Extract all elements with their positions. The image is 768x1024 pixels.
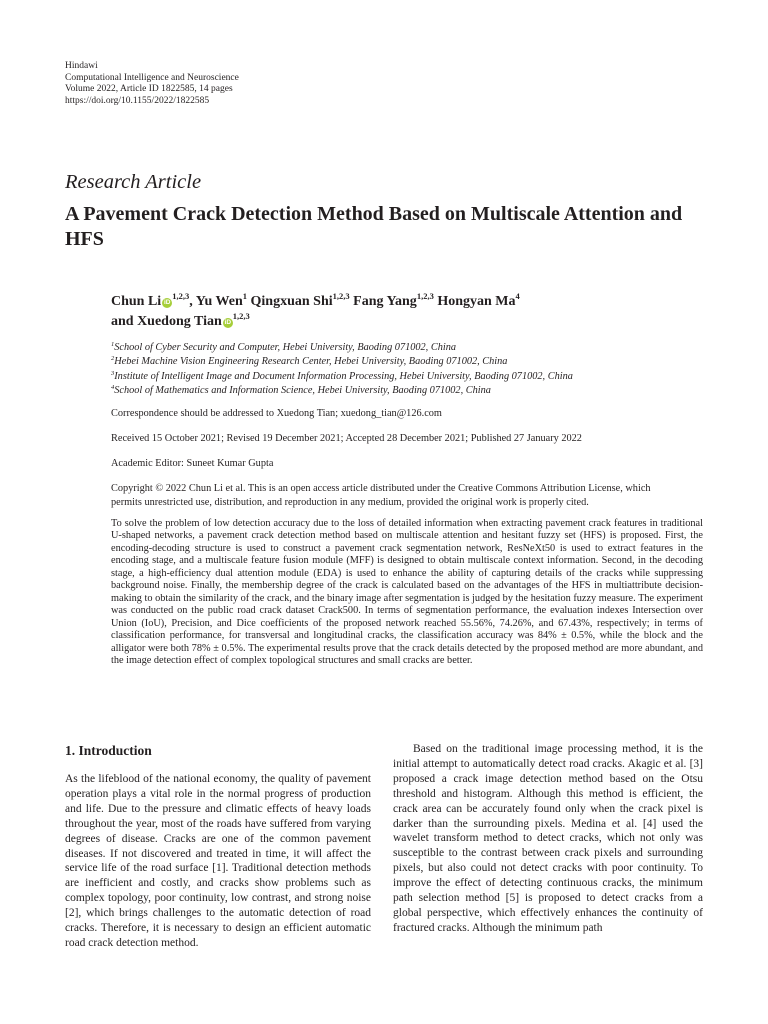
journal-header [65,61,239,107]
section-heading: 1. Introduction [65,743,152,758]
orcid-icon[interactable]: iD [224,319,232,326]
author-chun-li: Chun Li iD$^{1,2,3}$ [111,291,190,309]
abstract: To solve the problem of low detection accuracy due to the loss of detailed information when extracting pavement crack features in traditional U-shaped networks, a pavement crack detection method based on multiscale attention and hesitant fuzzy set (HFS) is proposed. First, the encoding-decoding structure is used to construct a pavement crack segmentation network, ResNeXt50 is used to extract features in the encoding stage, and a multiscale feature fusion module (MFF) is designed to obtain multiscale context information. Second, in the decoding stage, a high-efficiency dual attention module (EDA) is used to enhance the ability of capturing details of the cracks while suppressing background noise. Finally, the membership degree of the crack is calculated based on the advantages of the HFS in multiattribute decision-making to obtain the similarity of the crack, and the binary image after segmentation is judged by the hesitation fuzzy measure. The experiment was conducted on the public road crack dataset Crack500. In terms of segmentation performance, the evaluation indexes Intersection over Union (IoU), Precision, and Dice coefficients of the proposed network reached 55.56%, 74.26%, and 67.43%, respectively; in terms of classification performance, for transversal and longitudinal cracks, the classification accuracy was 84% ± 0.5%, while the block and the alligator were both 78% ± 0.5%. The experimental results prove that the crack details detected by the proposed method are more abundant, and the image detection effect of complex topological structures and small cracks are better. [111,518,703,666]
author-hongyan-ma: Hongyan Ma$^4$ [437,291,520,309]
author-xuedong-tian: and Xuedong Tian iD$^{1,2,3}$ [111,311,250,329]
affiliation-item: $^1$School of Cyber Security and Computer, Hebei University, Baoding 071002, China [111,341,457,353]
article-type: Research Article [65,171,202,193]
affiliation-item: $^4$School of Mathematics and Information Science, Hebei University, Baoding 071002, China [111,384,491,397]
author-fang-yang: Fang Yang$^{1,2,3}$ [353,291,434,309]
affiliation-item: $^2$Hebei Machine Vision Engineering Research Center, Hebei University, Baoding 071002, China [111,355,508,368]
doi-link[interactable]: https://doi.org/10.1155/2022/1822585 [65,95,210,106]
author-qingxuan-shi: Qingxuan Shi$^{1,2,3}$ [250,291,350,309]
journal-name: Computational Intelligence and Neuroscience [65,72,239,83]
intro-right-column [393,742,703,936]
paper-title: A Pavement Crack Detection Method Based on Multiscale Attention and HFS [65,203,683,250]
author-list: Chun Li iD$^{1,2,3}$, Yu Wen$^1$ Qingxuan Shi$^{1,2,3}$ Fang Yang$^{1,2,3}$ Hongyan Ma$^4$ and Xuedong Tian iD$^{1,2,3}$ [111,291,520,329]
volume-info: Volume 2022, Article ID 1822585, 14 pages [65,84,233,95]
publisher-name: Hindawi [65,61,98,71]
correspondence: Correspondence should be addressed to Xuedong Tian; xuedong_tian@126.com [111,408,442,419]
affiliation-item: $^3$Institute of Intelligent Image and Document Information Processing, Hebei University, Baoding 071002, China [111,369,573,382]
copyright-notice: Copyright © 2022 Chun Li et al. This is an open access article distributed under the Creative Commons Attribution License, which permits unrestricted use, distribution, and reproduction in any medium, provided the original work is properly cited. [111,483,651,508]
publication-dates: Received 15 October 2021; Revised 19 December 2021; Accepted 28 December 2021; Published 27 January 2022 [111,433,582,444]
affiliations [111,341,711,399]
author-yu-wen: Yu Wen$^1$ [195,291,248,309]
academic-editor: Academic Editor: Suneet Kumar Gupta [111,458,274,469]
orcid-icon[interactable]: iD [163,299,171,306]
intro-left-column: As the lifeblood of the national economy, the quality of pavement operation plays a vital role in the normal progress of production and life. Due to the pressure and climatic effects of heavy loads throughout the year, most of the roads have suffered from varying degrees of disease. Cracks are one of the common pavement diseases. If not discovered and treated in time, it will affect the service life of the road surface [1]. Traditional detection methods are inefficient and costly, and cracks show problems such as complex topology, poor continuity, low contrast, and strong noise [2], which brings challenges to the automatic detection of road cracks. Therefore, it is necessary to design an efficient automatic road crack detection method. [65,773,371,949]
intro-right-paragraph: Based on the traditional image processing method, it is the initial attempt to automatically detect road cracks. Akagic et al. [3] proposed a crack image detection method based on the Otsu threshold and histogram. Although this method is efficient, the crack area can be accurately found only when the crack pixel is darker than the surrounding pixels. Medina et al. [4] used the wavelet transform method to detect cracks, which not only was susceptible to the contrast between crack pixels and surrounding pixels, but also could not detect cracks with poor continuity. To improve the effect of detecting continuous cracks, the minimum path selection method [5] is proposed to detect cracks from a global perspective, which effectively enhances the continuity of fractured cracks. Although the minimum path [393,743,703,934]
